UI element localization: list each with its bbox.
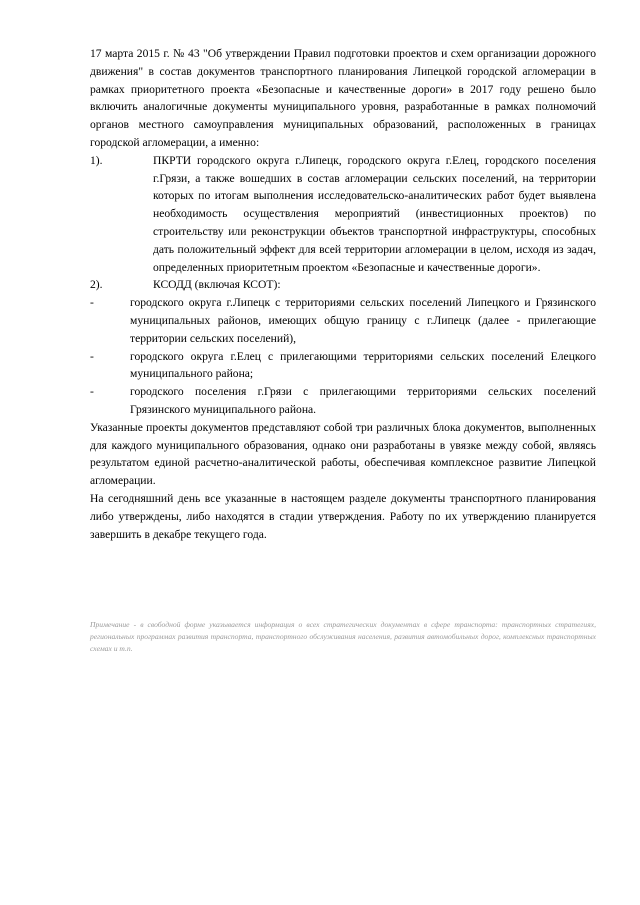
bullet-text: городского округа г.Елец с прилегающими территориями сельских поселений Елецкого муниципального района; (130, 349, 596, 381)
list-item-number: 2). (90, 278, 103, 292)
list-item-text: ПКРТИ городского округа г.Липецк, городского округа г.Елец, городского поселения г.Грязи, а также вошедших в состав агломерации сельских поселений, на территории которых по итогам выполнения исследовательско-аналитических работ будет выявлена необходимость осуществления мероприятий (инвестиционных проектов) по строительству или реконструкции объектов транспортной инфраструктуры, способных дать положительный эффект для всей территории агломерации в целом, исходя из задач, определенных приоритетным проектом «Безопасные и качественные дороги». (153, 153, 596, 274)
bullet-item-lipetsk (90, 294, 596, 347)
bullet-text: городского поселения г.Грязи с прилегающими территориями сельских поселений Грязинского муниципального района. (130, 385, 596, 416)
list-item-number: 1). (90, 153, 103, 167)
footnote: Примечание - в свободной форме указывается информация о всех стратегических документах в сфере транспорта: транспортных стратегиях, региональных программах развития транспорта, транспортного обслуживания населения, развития автомобильных дорог, комплексных транспортных схемах и т.п. (90, 620, 596, 653)
document-body (90, 45, 596, 543)
intro-paragraph: 17 марта 2015 г. № 43 "Об утверждении Правил подготовки проектов и схем организации дорожного движения" в состав документов транспортного планирования Липецкой городской агломерации в рамках приоритетного проекта «Безопасные и качественные дороги» в 2017 году решено было включить аналогичные документы муниципального уровня, разработанные в рамках полномочий органов местного самоуправления муниципальных образований, расположенных в границах городской агломерации, а именно: (90, 47, 596, 149)
bullet-marker: - (90, 385, 94, 399)
list-item-text: КСОДД (включая КСОТ): (153, 278, 281, 292)
bullet-marker: - (90, 349, 94, 363)
list-item-1 (90, 152, 596, 277)
status-paragraph: На сегодняшний день все указанные в настоящем разделе документы транспортного планирования либо утверждены, либо находятся в стадии утверждения. Работу по их утверждению планируется завершить в декабре текущего года. (90, 491, 596, 541)
list-item-2 (90, 276, 596, 294)
bullet-marker: - (90, 296, 94, 310)
projects-paragraph: Указанные проекты документов представляют собой три различных блока документов, выполненных для каждого муниципального образования, однако они разработаны в увязке между собой, являясь результатом единой расчетно-аналитической работы, обеспечивая комплексное развитие Липецкой агломерации. (90, 420, 596, 488)
bullet-text: городского округа г.Липецк с территориями сельских поселений Липецкого и Грязинского муниципальных районов, имеющих общую границу с г.Липецк (далее - прилегающие территории сельских поселений), (130, 296, 596, 345)
bullet-item-gryazi (90, 383, 596, 419)
bullet-item-elets (90, 348, 596, 384)
